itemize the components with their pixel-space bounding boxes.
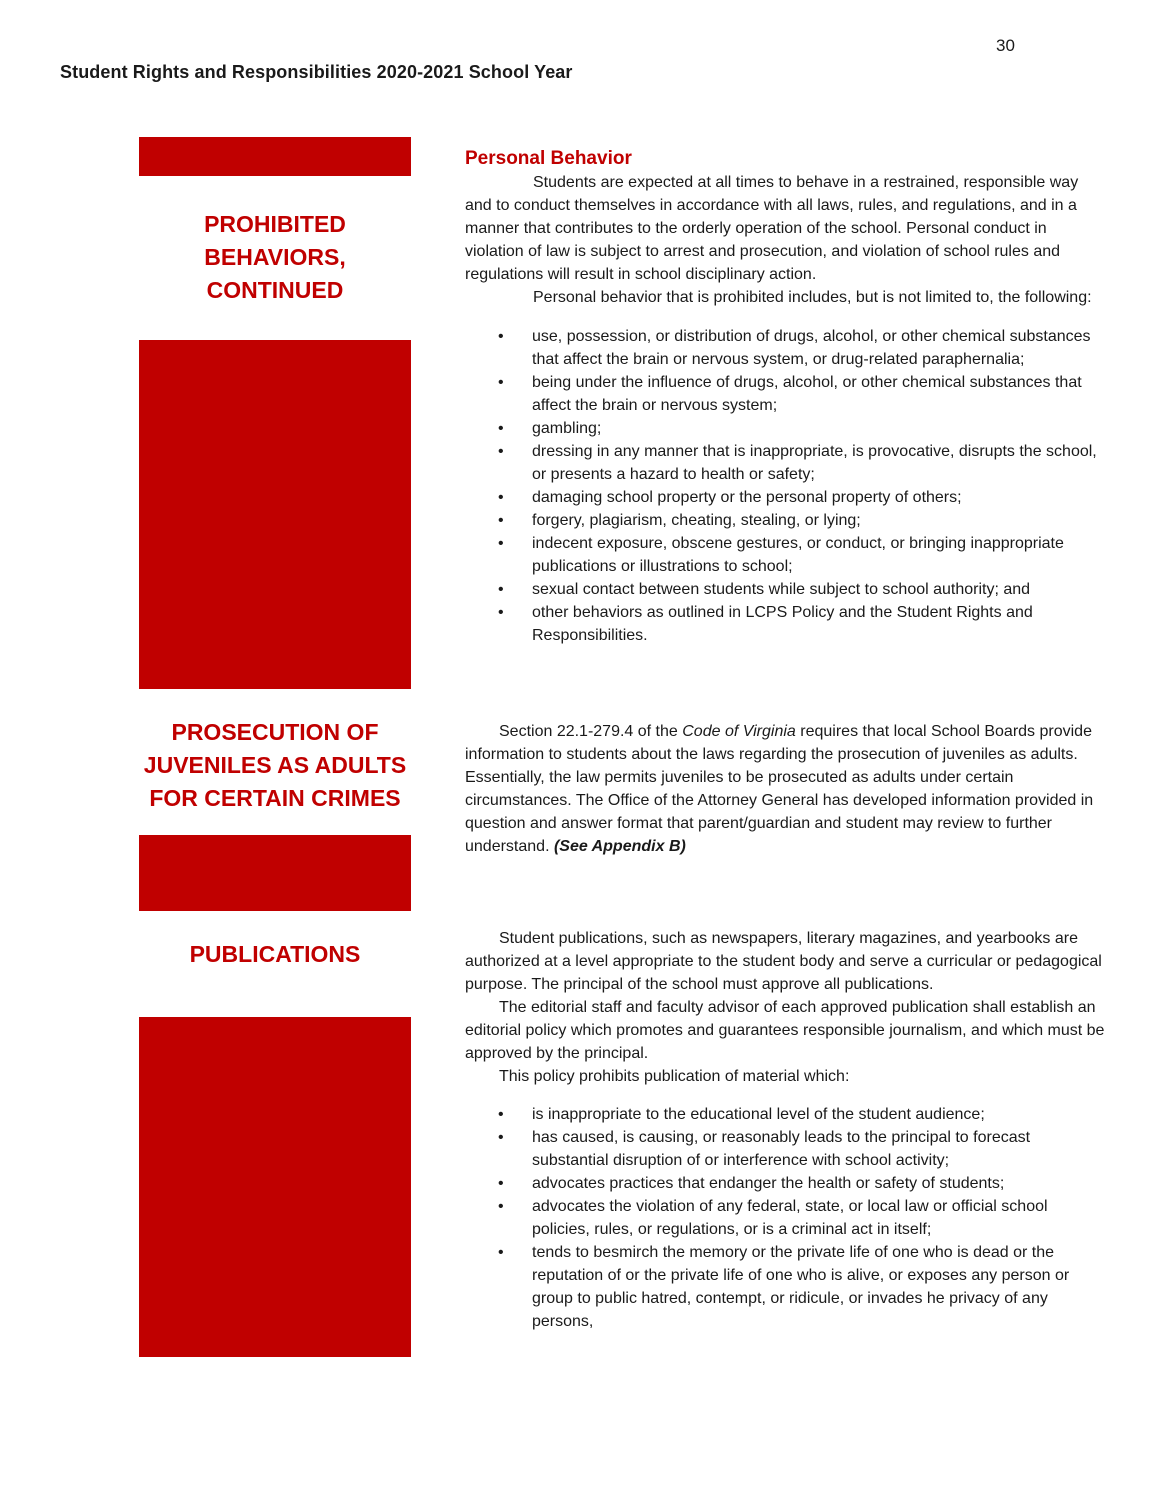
paragraph-text: Section 22.1-279.4 of the: [499, 723, 683, 740]
bullet-icon: •: [498, 512, 504, 529]
code-of-virginia-title: Code of Virginia: [682, 723, 796, 740]
bullet-icon: •: [498, 374, 504, 391]
list-item-text: sexual contact between students while subject to school authority; and: [532, 581, 1031, 598]
bullet-icon: •: [498, 420, 504, 437]
list-item: [465, 1195, 1105, 1241]
appendix-reference: (See Appendix B): [553, 838, 686, 855]
list-item: [465, 509, 1105, 532]
bullet-icon: •: [498, 1175, 504, 1192]
prohibited-behaviors-list: [465, 325, 1105, 647]
list-item: [465, 486, 1105, 509]
personal-behavior-section: [465, 147, 1105, 647]
bullet-icon: •: [498, 1198, 504, 1215]
list-item: [465, 440, 1105, 486]
prohibited-publications-list: [465, 1103, 1105, 1333]
list-item-text: forgery, plagiarism, cheating, stealing, or lying;: [532, 512, 861, 529]
red-bar-2: [139, 340, 411, 689]
heading-line: FOR CERTAIN CRIMES: [149, 785, 401, 811]
paragraph: This policy prohibits publication of material which:: [499, 1068, 850, 1085]
list-item-text: advocates practices that endanger the health or safety of students;: [532, 1175, 1005, 1192]
list-item: [465, 325, 1105, 371]
bullet-icon: •: [498, 581, 504, 598]
heading-prohibited-behaviors: [139, 208, 411, 307]
bullet-icon: •: [498, 1106, 504, 1123]
heading-prosecution-of-juveniles: [139, 716, 411, 815]
bullet-icon: •: [498, 328, 504, 345]
paragraph: Personal behavior that is prohibited includes, but is not limited to, the following:: [533, 289, 1092, 306]
paragraph: The editorial staff and faculty advisor of each approved publication shall establish an editorial policy which promotes and guarantees responsible journalism, and which must be approved by the principal.: [465, 999, 1105, 1062]
bullet-icon: •: [498, 1244, 504, 1261]
list-item: [465, 1172, 1105, 1195]
publications-section: [465, 927, 1105, 1333]
list-item-text: being under the influence of drugs, alcohol, or other chemical substances that affect the brain or nervous system;: [532, 374, 1082, 414]
list-item: [465, 578, 1105, 601]
list-item: [465, 1241, 1105, 1333]
heading-line: CONTINUED: [206, 277, 344, 303]
list-item-text: tends to besmirch the memory or the private life of one who is dead or the reputation of or the private life of one who is alive, or exposes any person or group to public hatred, contempt, or ridicule, or invades he privacy of any persons,: [532, 1244, 1070, 1330]
list-item-text: damaging school property or the personal property of others;: [532, 489, 962, 506]
list-item-text: advocates the violation of any federal, state, or local law or official school policies, rules, or regulations, or is a criminal act in itself;: [532, 1198, 1048, 1238]
list-item: [465, 532, 1105, 578]
list-item-text: has caused, is causing, or reasonably leads to the principal to forecast substantial disruption of or interference with school activity;: [532, 1129, 1031, 1169]
heading-line: JUVENILES AS ADULTS: [143, 752, 407, 778]
list-item: [465, 371, 1105, 417]
red-bar-1: [139, 137, 411, 176]
document-title: Student Rights and Responsibilities 2020-2021 School Year: [60, 62, 573, 82]
paragraph: Student publications, such as newspapers, literary magazines, and yearbooks are authorized at a level appropriate to the student body and serve a curricular or pedagogical purpose. The principal of the school must approve all publications.: [465, 930, 1102, 993]
heading-line: BEHAVIORS,: [204, 244, 346, 270]
red-bar-4: [139, 1017, 411, 1357]
list-item-text: is inappropriate to the educational level of the student audience;: [532, 1106, 985, 1123]
bullet-icon: •: [498, 535, 504, 552]
paragraph-text: requires that local School Boards provide information to students about the laws regarding the prosecution of juveniles as adults. Essentially, the law permits juveniles to be prosecuted as adults under certain circumstances. The Office of the Attorney General has developed information provided in question and answer format that parent/guardian and student may review to further understand.: [465, 723, 1094, 855]
list-item-text: dressing in any manner that is inappropriate, is provocative, disrupts the school, or presents a hazard to health or safety;: [532, 443, 1097, 483]
heading-line: PROSECUTION OF: [171, 719, 379, 745]
list-item: [465, 1103, 1105, 1126]
bullet-icon: •: [498, 1129, 504, 1146]
red-bar-3: [139, 835, 411, 911]
list-item-text: gambling;: [532, 420, 602, 437]
prosecution-section: [465, 720, 1105, 858]
list-item: [465, 601, 1105, 647]
list-item: [465, 1126, 1105, 1172]
list-item-text: other behaviors as outlined in LCPS Policy and the Student Rights and Responsibilities.: [532, 604, 1033, 644]
list-item-text: indecent exposure, obscene gestures, or conduct, or bringing inappropriate publications or illustrations to school;: [532, 535, 1064, 575]
paragraph: [465, 720, 1105, 858]
heading-publications: [139, 938, 411, 971]
page-number: 30: [996, 36, 1015, 55]
bullet-icon: •: [498, 443, 504, 460]
list-item: [465, 417, 1105, 440]
bullet-icon: •: [498, 489, 504, 506]
heading-line: PROHIBITED: [204, 211, 346, 237]
section-title: Personal Behavior: [465, 148, 632, 169]
paragraph: Students are expected at all times to behave in a restrained, responsible way and to conduct themselves in accordance with all laws, rules, and regulations, and in a manner that contributes to the orderly operation of the school. Personal conduct in violation of law is subject to arrest and prosecution, and violation of school rules and regulations will result in school disciplinary action.: [465, 174, 1079, 283]
heading-line: PUBLICATIONS: [189, 941, 361, 967]
bullet-icon: •: [498, 604, 504, 621]
list-item-text: use, possession, or distribution of drugs, alcohol, or other chemical substances that affect the brain or nervous system, or drug-related paraphernalia;: [532, 328, 1091, 368]
